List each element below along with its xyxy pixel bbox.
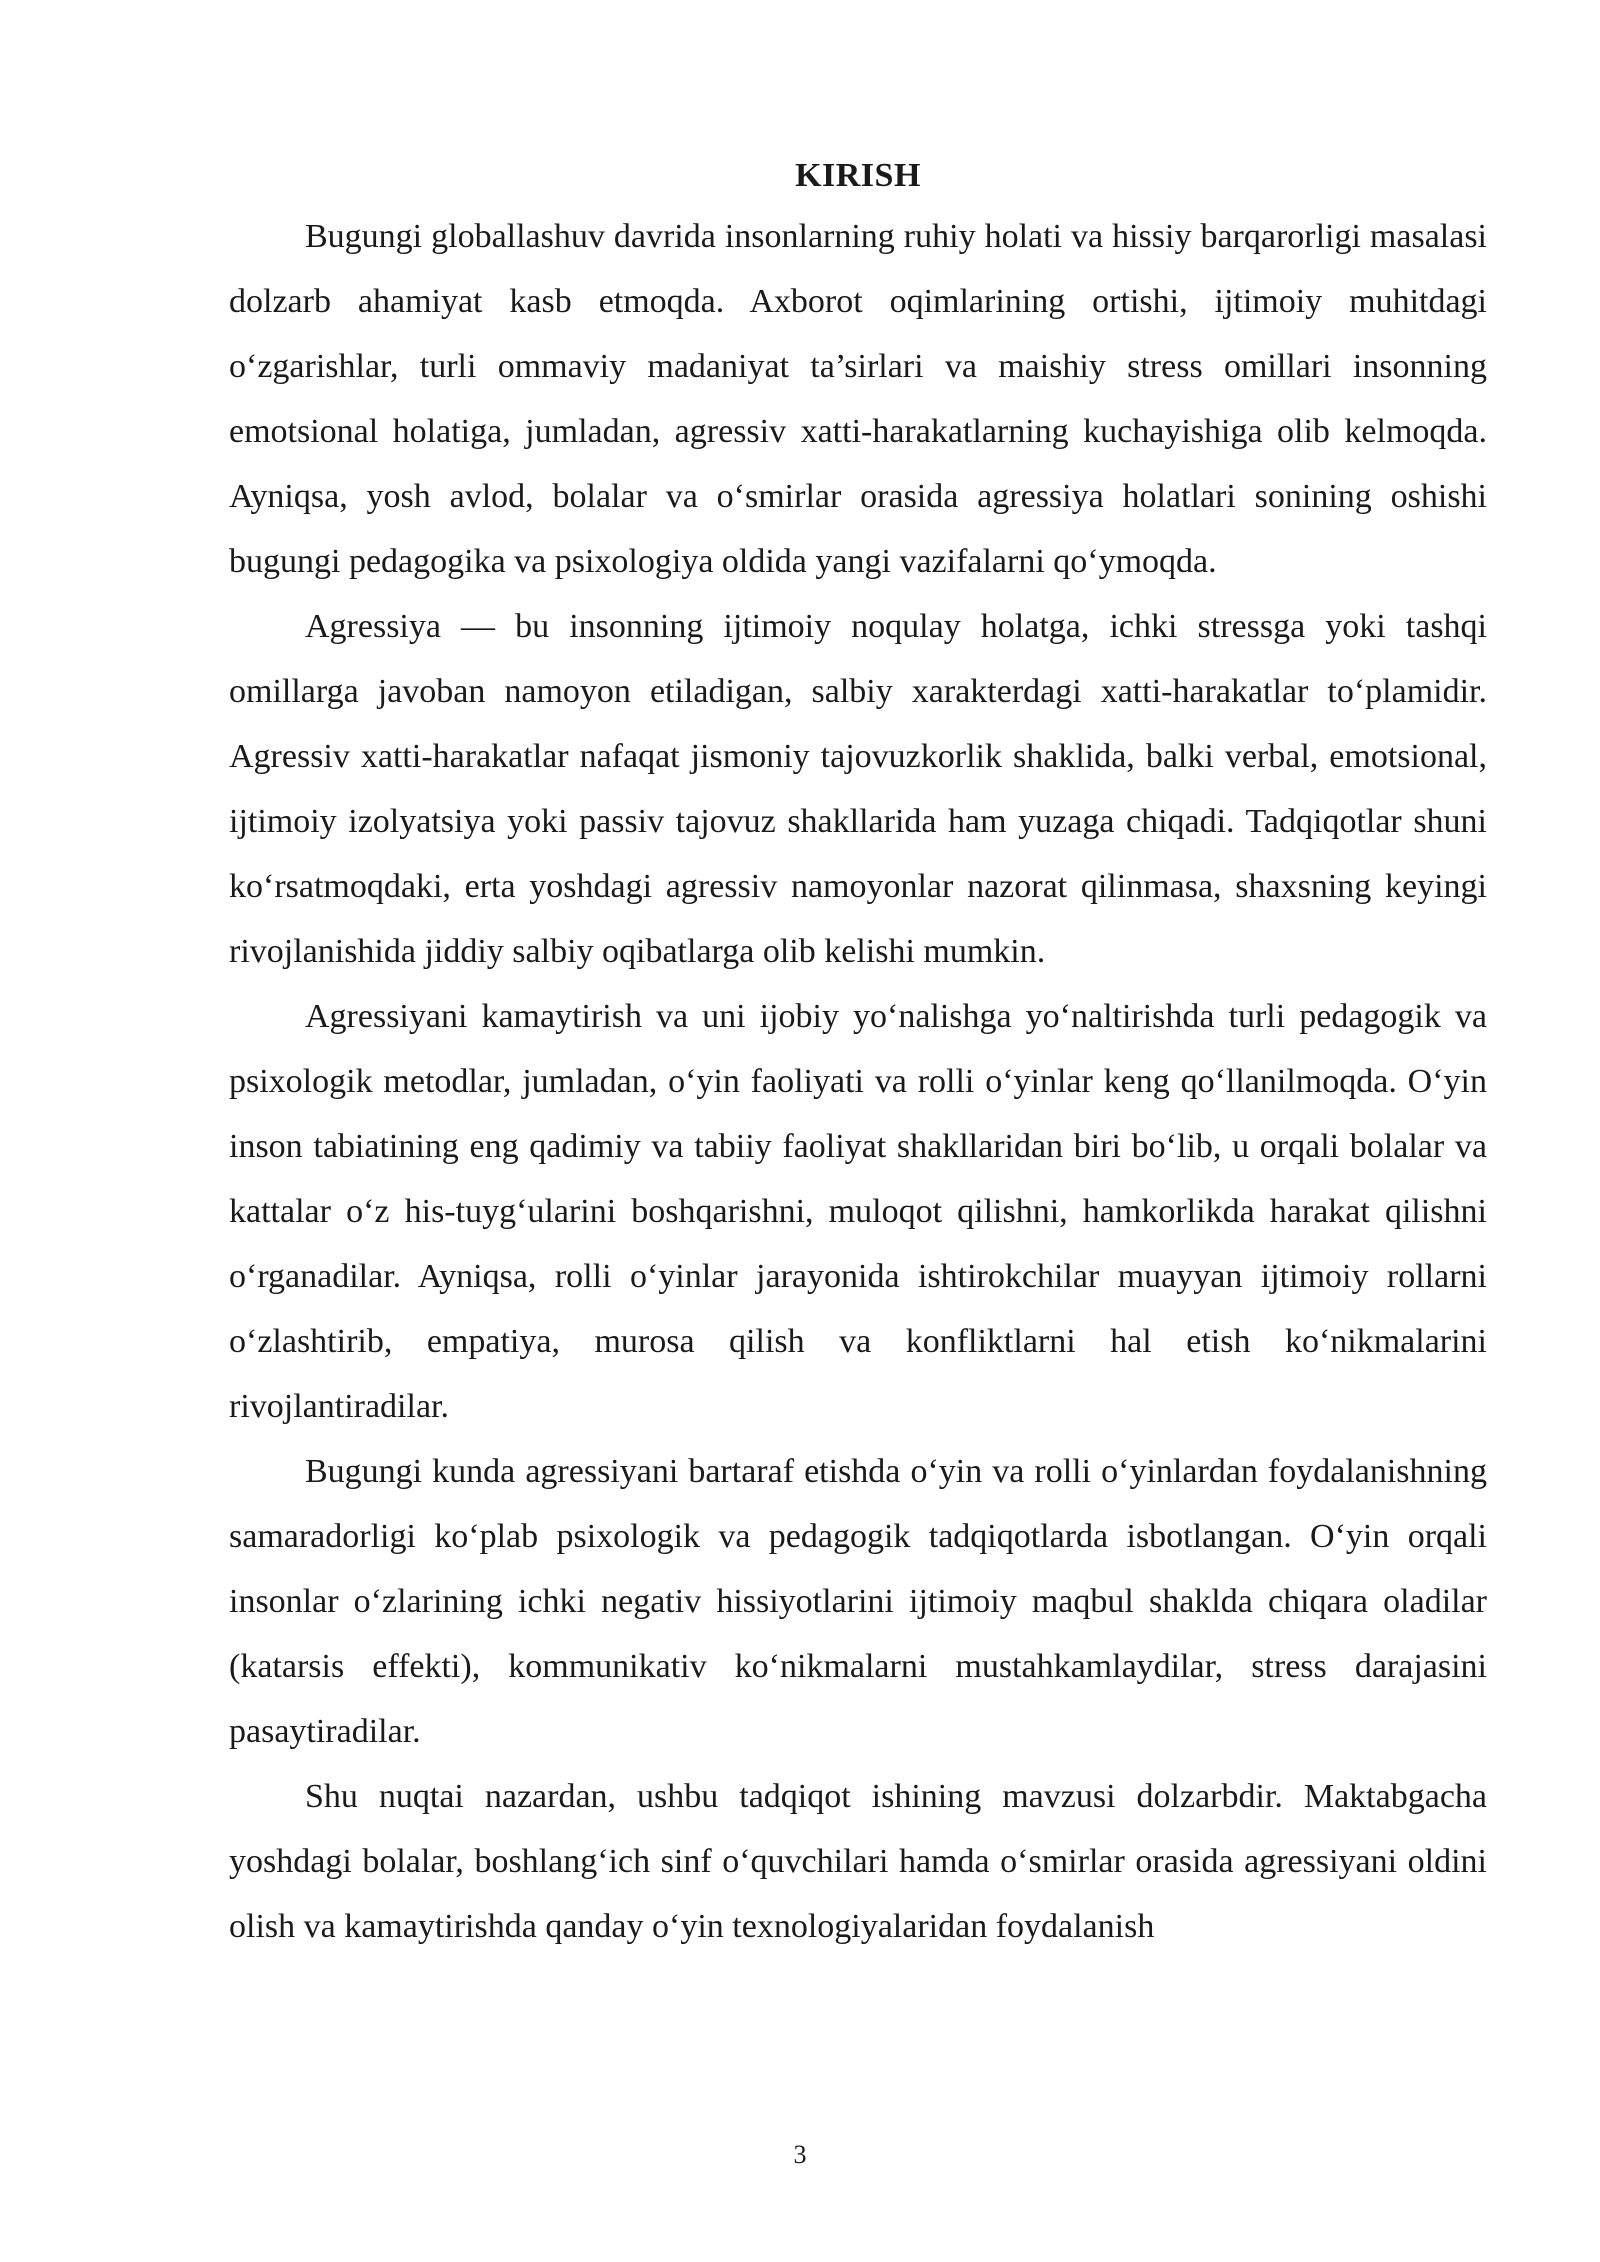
paragraph-1: Bugungi globallashuv davrida insonlarning ruhiy holati va hissiy barqarorligi masalasi dolzarb ahamiyat kasb etmoqda. Axborot oqimlarining ortishi, ijtimoiy muhitdagi o‘zgarishlar, turli ommaviy madaniyat ta’sirlari va maishiy stress omillari insonning emotsional holatiga, jumladan, agressiv xatti-harakatlarning kuchayishiga olib kelmoqda. Ayniqsa, yosh avlod, bolalar va o‘smirlar orasida agressiya holatlari sonining oshishi bugungi pedagogika va psixologiya oldida yangi vazifalarni qo‘ymoqda.: [229, 218, 1487, 580]
page-content: [229, 148, 1487, 1959]
paragraph-5: Shu nuqtai nazardan, ushbu tadqiqot ishining mavzusi dolzarbdir. Maktabgacha yoshdagi bolalar, boshlang‘ich sinf o‘quvchilari hamda o‘smirlar orasida agressiyani oldini olish va kamaytirishda qanday o‘yin texnologiyalaridan foydalanish: [229, 1778, 1487, 1945]
page-number: 3: [793, 2140, 807, 2169]
page-title: KIRISH: [795, 157, 921, 194]
paragraph-3: Agressiyani kamaytirish va uni ijobiy yo‘nalishga yo‘naltirishda turli pedagogik va psixologik metodlar, jumladan, o‘yin faoliyati va rolli o‘yinlar keng qo‘llanilmoqda. O‘yin inson tabiatining eng qadimiy va tabiiy faoliyat shakllaridan biri bo‘lib, u orqali bolalar va kattalar o‘z his-tuyg‘ularini boshqarishni, muloqot qilishni, hamkorlikda harakat qilishni o‘rganadilar. Ayniqsa, rolli o‘yinlar jarayonida ishtirokchilar muayyan ijtimoiy rollarni o‘zlashtirib, empatiya, murosa qilish va konfliktlarni hal etish ko‘nikmalarini rivojlantiradilar.: [229, 998, 1487, 1425]
paragraph-2: Agressiya — bu insonning ijtimoiy noqulay holatga, ichki stressga yoki tashqi omillarga javoban namoyon etiladigan, salbiy xarakterdagi xatti-harakatlar to‘plamidir. Agressiv xatti-harakatlar nafaqat jismoniy tajovuzkorlik shaklida, balki verbal, emotsional, ijtimoiy izolyatsiya yoki passiv tajovuz shakllarida ham yuzaga chiqadi. Tadqiqotlar shuni ko‘rsatmoqdaki, erta yoshdagi agressiv namoyonlar nazorat qilinmasa, shaxsning keyingi rivojlanishida jiddiy salbiy oqibatlarga olib kelishi mumkin.: [229, 608, 1487, 970]
paragraph-4: Bugungi kunda agressiyani bartaraf etishda o‘yin va rolli o‘yinlardan foydalanishning samaradorligi ko‘plab psixologik va pedagogik tadqiqotlarda isbotlangan. O‘yin orqali insonlar o‘zlarining ichki negativ hissiyotlarini ijtimoiy maqbul shaklda chiqara oladilar (katarsis effekti), kommunikativ ko‘nikmalarni mustahkamlaydilar, stress darajasini pasaytiradilar.: [229, 1453, 1487, 1750]
